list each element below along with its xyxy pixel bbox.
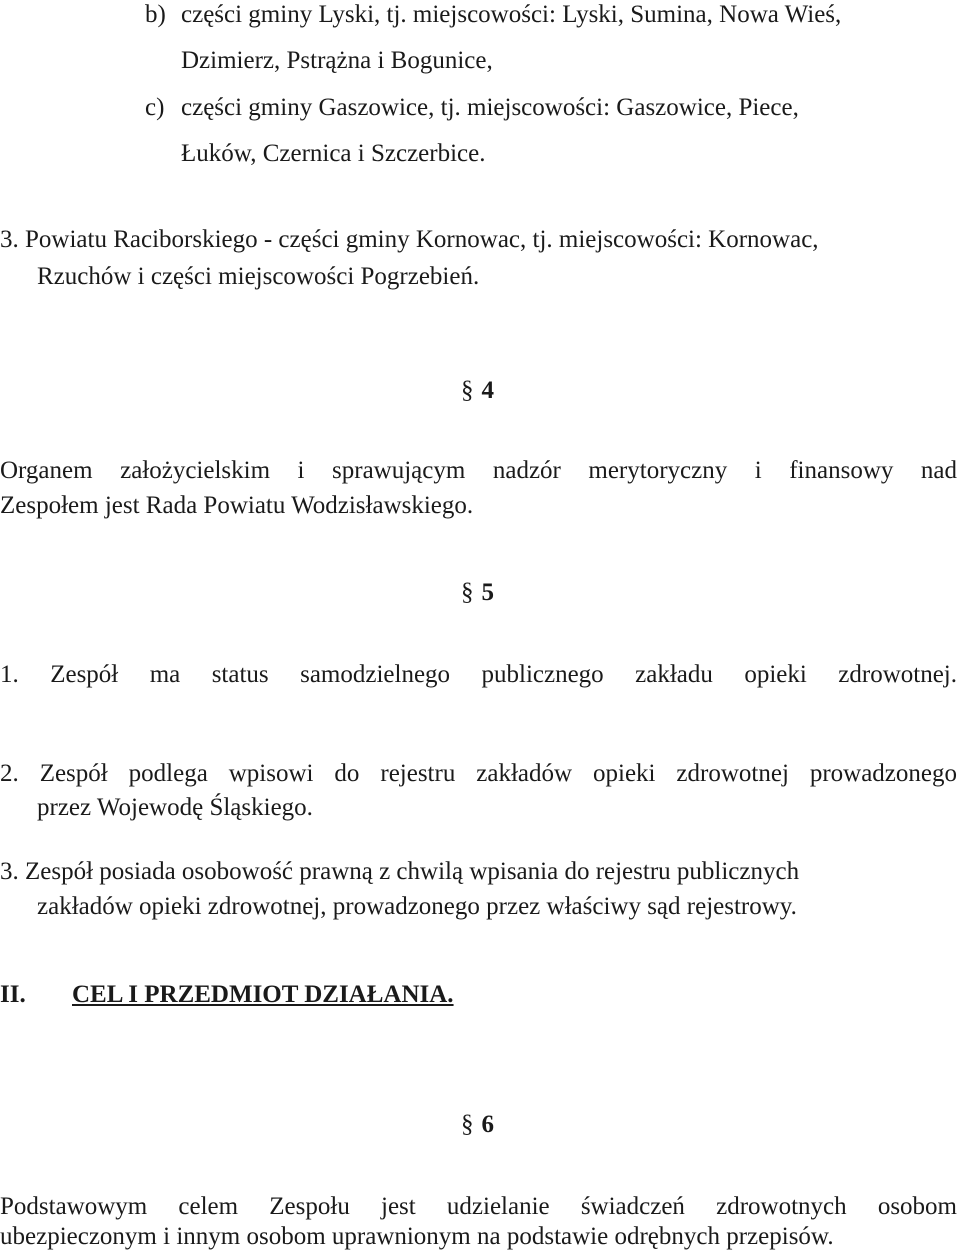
list-item-c-line2: Łuków, Czernica i Szczerbice.	[181, 140, 486, 167]
section-5-point-3-line2: zakładów opieki zdrowotnej, prowadzonego przez właściwy sąd rejestrowy.	[37, 893, 797, 920]
section-5-point-2-line2: przez Wojewodę Śląskiego.	[37, 794, 313, 821]
section-sign: §	[461, 1111, 474, 1138]
section-4-line1: Organem założycielskim i sprawującym nadzór merytoryczny i finansowy nad	[0, 457, 957, 484]
list-item-b-line1: części gminy Lyski, tj. miejscowości: Lyski, Sumina, Nowa Wieś,	[181, 1, 842, 28]
section-sign: §	[461, 579, 474, 606]
section-5-point-3-line1: 3. Zespół posiada osobowość prawną z chwilą wpisania do rejestru publicznych	[0, 858, 800, 885]
section-6-line1: Podstawowym celem Zespołu jest udzielanie świadczeń zdrowotnych osobom	[0, 1193, 957, 1220]
section-4-line2: Zespołem jest Rada Powiatu Wodzisławskiego.	[0, 492, 474, 519]
list-item-b-line2: Dzimierz, Pstrążna i Bogunice,	[181, 47, 493, 74]
list-marker-b: b)	[145, 1, 166, 28]
section-5-point-2-line1: 2. Zespół podlega wpisowi do rejestru zakładów opieki zdrowotnej prowadzonego	[0, 760, 957, 787]
section-4-heading	[461, 376, 494, 406]
section-number: 4	[481, 377, 494, 404]
section-number: 6	[481, 1111, 494, 1138]
section-number: 5	[481, 579, 494, 606]
section-5-heading	[461, 578, 494, 608]
section-sign: §	[461, 377, 474, 404]
list-marker-c: c)	[145, 94, 165, 121]
item-3-line1: 3. Powiatu Raciborskiego - części gminy Kornowac, tj. miejscowości: Kornowac,	[0, 226, 819, 253]
section-6-line2: ubezpieczonym i innym osobom uprawnionym na podstawie odrębnych przepisów.	[0, 1223, 834, 1250]
item-3-line2: Rzuchów i części miejscowości Pogrzebień.	[37, 263, 480, 290]
chapter-title-text: CEL I PRZEDMIOT DZIAŁANIA.	[72, 981, 454, 1008]
list-item-c-line1: części gminy Gaszowice, tj. miejscowości: Gaszowice, Piece,	[181, 94, 799, 121]
section-5-point-1: 1. Zespół ma status samodzielnego publicznego zakładu opieki zdrowotnej.	[0, 661, 957, 688]
chapter-title	[72, 980, 454, 1010]
chapter-numeral: II.	[0, 981, 26, 1008]
section-6-heading	[461, 1110, 494, 1140]
